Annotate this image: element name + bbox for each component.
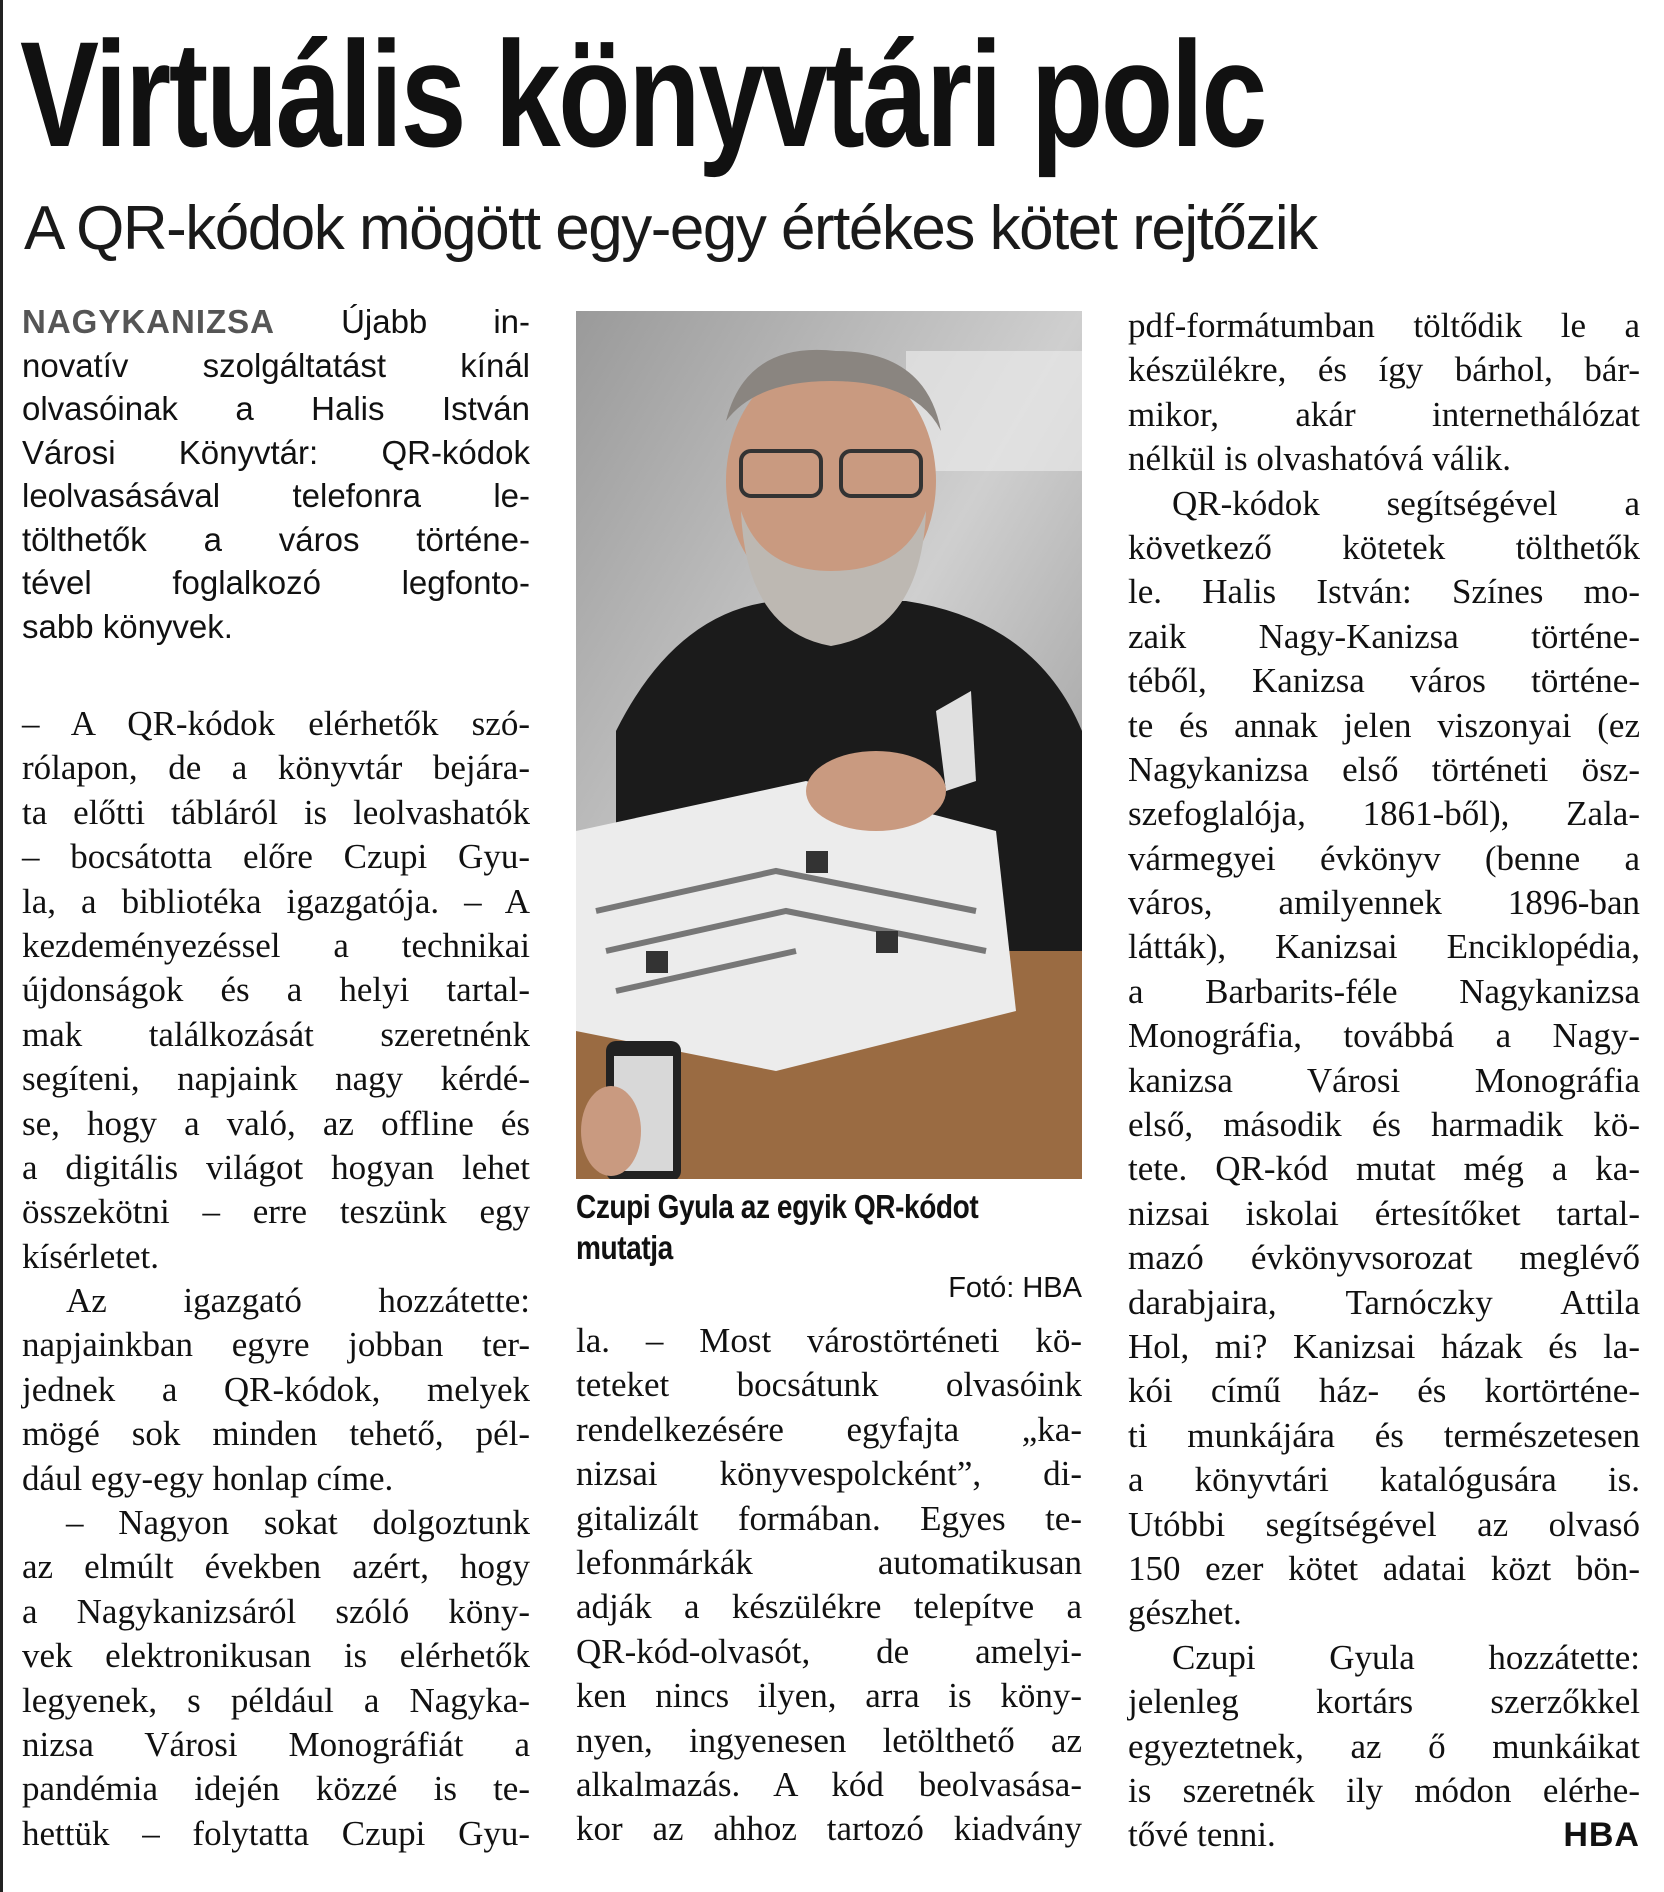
text-line-content: napjainkban egyre jobban ter- xyxy=(22,1325,530,1365)
text-line-content: újdonságok és a helyi tartal- xyxy=(22,970,530,1010)
text-line-content: ti munkájára és természetesen xyxy=(1128,1415,1640,1455)
text-line xyxy=(22,968,530,1012)
text-line xyxy=(1128,1414,1640,1458)
text-line xyxy=(1128,393,1640,437)
text-line xyxy=(1128,1636,1640,1680)
text-line xyxy=(1128,1725,1640,1769)
text-line-content: jednek a QR-kódok, melyek xyxy=(22,1369,530,1409)
text-line-content: darabjaira, Tarnóczky Attila xyxy=(1128,1282,1640,1322)
text-line-content: te és annak jelen viszonyai (ez xyxy=(1128,705,1640,745)
text-line xyxy=(1128,526,1640,570)
text-line xyxy=(576,1674,1082,1718)
text-line-content: 150 ezer kötet adatai közt bön- xyxy=(1128,1548,1640,1588)
text-line-content: az elmúlt években azért, hogy xyxy=(22,1547,530,1587)
text-line-content: Utóbbi segítségével az olvasó xyxy=(1128,1504,1640,1544)
text-line xyxy=(576,1408,1082,1452)
photo-caption: Czupi Gyula az egyik QR-kódot mutatja xyxy=(576,1188,979,1266)
text-line-content: mögé sok minden tehető, pél- xyxy=(22,1414,530,1454)
text-line xyxy=(1128,1281,1640,1325)
text-line-content: ta előtti tábláról is leolvashatók xyxy=(22,792,530,832)
text-line xyxy=(22,1146,530,1190)
text-line xyxy=(1128,1591,1640,1635)
text-line xyxy=(22,1812,530,1856)
text-line xyxy=(1128,748,1640,792)
text-line-content: rendelkezésére egyfajta „ka- xyxy=(576,1409,1082,1449)
text-line xyxy=(1128,570,1640,614)
text-line-content: nizsai könyvespolcként”, di- xyxy=(576,1454,1082,1494)
text-line-content: mikor, akár internethálózat xyxy=(1128,394,1640,434)
text-line-content: teteket bocsátunk olvasóink xyxy=(576,1365,1082,1405)
text-line-content: QR-kódok segítségével a xyxy=(1172,483,1640,523)
text-line-content: la, a bibliotéka igazgatója. – A xyxy=(22,881,530,921)
text-line-content: ken nincs ilyen, arra is köny- xyxy=(576,1676,1082,1716)
text-line-content: – bocsátotta előre Czupi Gyu- xyxy=(22,837,530,877)
text-line-content: kói című ház- és kortörténe- xyxy=(1128,1371,1640,1411)
text-line xyxy=(22,791,530,835)
text-line-content: a könyvtári katalógusára is. xyxy=(1128,1460,1640,1500)
text-line xyxy=(22,1057,530,1101)
text-line-content: első, második és harmadik kö- xyxy=(1128,1105,1640,1145)
text-line xyxy=(1128,837,1640,881)
text-line xyxy=(1128,1236,1640,1280)
text-line-content: összekötni – erre teszünk egy xyxy=(22,1192,530,1232)
lead-line: tével foglalkozó legfonto- xyxy=(22,564,530,601)
text-line xyxy=(1128,970,1640,1014)
text-line-content: zaik Nagy-Kanizsa történe- xyxy=(1128,616,1640,656)
text-line xyxy=(1128,1547,1640,1591)
photo-man-holding-qr-leaflet xyxy=(576,311,1082,1179)
text-line xyxy=(1128,1769,1640,1813)
text-line xyxy=(22,1723,530,1767)
text-line xyxy=(1128,1147,1640,1191)
text-line xyxy=(22,835,530,879)
text-line-content: nélkül is olvashatóvá válik. xyxy=(1128,439,1511,479)
lead-line: novatív szolgáltatást kínál xyxy=(22,346,530,384)
text-line xyxy=(1128,1059,1640,1103)
text-line-content: – A QR-kódok elérhetők szó- xyxy=(22,704,530,743)
text-line-content: segíteni, napjaink nagy kérdé- xyxy=(22,1059,530,1099)
text-line xyxy=(576,1763,1082,1807)
text-line-content: alkalmazás. A kód beolvasása- xyxy=(576,1764,1082,1804)
text-line xyxy=(22,1323,530,1367)
subheadline: A QR-kódok mögött egy-egy értékes kötet rejtőzik xyxy=(24,194,1317,263)
text-line-content: Monográfia, továbbá a Nagy- xyxy=(1128,1016,1640,1056)
text-line xyxy=(1128,615,1640,659)
page-edge-rule xyxy=(0,0,3,1892)
text-line-content: a Barbarits-féle Nagykanizsa xyxy=(1128,971,1640,1011)
photo-caption-block xyxy=(576,1186,1082,1310)
text-line xyxy=(576,1452,1082,1496)
text-line-content: város, amilyennek 1896-ban xyxy=(1128,883,1640,923)
text-line xyxy=(1128,1325,1640,1369)
text-line xyxy=(22,1412,530,1456)
text-line-content: dául egy-egy honlap címe. xyxy=(22,1458,394,1498)
text-line-content: la. – Most várostörténeti kö- xyxy=(576,1321,1082,1360)
article-photo xyxy=(576,311,1082,1179)
text-line xyxy=(1128,1680,1640,1724)
text-line-content: rólapon, de a könyvtár bejára- xyxy=(22,748,530,788)
text-line xyxy=(576,1363,1082,1407)
text-line-content: vármegyei évkönyv (benne a xyxy=(1128,838,1640,878)
lead-paragraph xyxy=(22,300,530,648)
article-column-middle xyxy=(576,1319,1082,1852)
text-line xyxy=(1128,1103,1640,1147)
text-line xyxy=(576,1807,1082,1851)
text-line-content: adják a készülékre telepítve a xyxy=(576,1587,1082,1627)
lead-line: olvasóinak a Halis István xyxy=(22,390,530,427)
lead-line: Városi Könyvtár: QR-kódok xyxy=(22,433,530,471)
text-line-content: is szeretnék ily módon elérhe- xyxy=(1128,1770,1640,1810)
text-line xyxy=(22,880,530,924)
text-line-content: le. Halis István: Színes mo- xyxy=(1128,572,1640,612)
text-line xyxy=(22,1501,530,1545)
text-line-content: szefoglalója, 1861-ből), Zala- xyxy=(1128,794,1640,834)
lead-line: sabb könyvek. xyxy=(22,607,233,645)
text-line xyxy=(1128,1503,1640,1547)
text-line xyxy=(576,1630,1082,1674)
lead-line: leolvasásával telefonra le- xyxy=(22,477,530,514)
text-line xyxy=(576,1497,1082,1541)
text-line-content: tővé tenni. xyxy=(1128,1815,1276,1855)
text-line-content: jelenleg kortárs szerzőkkel xyxy=(1128,1682,1640,1722)
text-line-content: nizsa Városi Monográfiát a xyxy=(22,1724,530,1764)
text-line-content: mak találkozását szeretnénk xyxy=(22,1014,530,1054)
text-line xyxy=(576,1585,1082,1629)
text-line xyxy=(22,1368,530,1412)
text-line-content: tete. QR-kód mutat még a ka- xyxy=(1128,1149,1640,1189)
text-line xyxy=(1128,1014,1640,1058)
text-line xyxy=(1128,348,1640,392)
text-line-content: hettük – folytatta Czupi Gyu- xyxy=(22,1813,530,1853)
text-line-content: QR-kód-olvasót, de amelyi- xyxy=(576,1631,1082,1671)
text-line-content: gitalizált formában. Egyes te- xyxy=(576,1498,1082,1538)
text-line xyxy=(22,1767,530,1811)
text-line-content: következő kötetek tölthetők xyxy=(1128,527,1640,567)
text-line xyxy=(22,1634,530,1678)
text-line xyxy=(1128,437,1640,481)
text-line-content: Czupi Gyula hozzátette: xyxy=(1172,1637,1640,1677)
text-line-content: készülékre, és így bárhol, bár- xyxy=(1128,350,1640,390)
text-line-content: gészhet. xyxy=(1128,1593,1242,1633)
article-column-right xyxy=(1128,304,1640,1858)
text-line xyxy=(1128,482,1640,526)
text-line xyxy=(1128,792,1640,836)
text-line xyxy=(1128,1813,1640,1857)
text-line-content: nyen, ingyenesen letölthető az xyxy=(576,1720,1082,1760)
lead-line xyxy=(22,300,530,344)
text-line-content: pandémia idején közzé is te- xyxy=(22,1769,530,1809)
text-line xyxy=(22,1190,530,1234)
lead-line-text: Újabb in- xyxy=(341,303,530,340)
text-line-content: lefonmárkák automatikusan xyxy=(576,1542,1082,1582)
text-line xyxy=(1128,1458,1640,1502)
text-line-content: nizsai iskolai értesítőket tartal- xyxy=(1128,1193,1640,1233)
text-line xyxy=(22,1102,530,1146)
text-line-content: kísérletet. xyxy=(22,1236,160,1276)
text-line-content: Nagykanizsa első történeti ösz- xyxy=(1128,749,1640,789)
text-line xyxy=(1128,659,1640,703)
text-line-content: se, hogy a való, az offline és xyxy=(22,1103,530,1143)
text-line-content: kor az ahhoz tartozó kiadvány xyxy=(576,1809,1082,1849)
text-line-content: mazó évkönyvsorozat meglévő xyxy=(1128,1238,1640,1278)
dateline-location: NAGYKANIZSA xyxy=(22,303,276,340)
text-line xyxy=(22,924,530,968)
text-line-content: kanizsa Városi Monográfia xyxy=(1128,1060,1640,1100)
text-line-content: Az igazgató hozzátette: xyxy=(66,1281,530,1321)
photo-credit: Fotó: HBA xyxy=(948,1272,1082,1304)
text-line xyxy=(1128,704,1640,748)
author-signature: HBA xyxy=(1563,1816,1640,1855)
text-line xyxy=(1128,304,1640,348)
text-line xyxy=(22,1013,530,1057)
text-line xyxy=(22,1679,530,1723)
text-line-content: látták), Kanizsai Enciklopédia, xyxy=(1128,927,1640,967)
lead-line: tölthetők a város történe- xyxy=(22,520,530,558)
text-line xyxy=(22,1235,530,1279)
text-line-content: pdf-formátumban töltődik le a xyxy=(1128,306,1640,345)
text-line-content: a digitális világot hogyan lehet xyxy=(22,1147,530,1187)
text-line xyxy=(576,1319,1082,1363)
text-line xyxy=(576,1541,1082,1585)
text-line xyxy=(22,1545,530,1589)
headline: Virtuális könyvtári polc xyxy=(20,10,1265,178)
text-line xyxy=(1128,881,1640,925)
text-line-content: – Nagyon sokat dolgoztunk xyxy=(66,1503,530,1543)
text-line xyxy=(22,1457,530,1501)
text-line xyxy=(22,1590,530,1634)
text-line-content: Hol, mi? Kanizsai házak és la- xyxy=(1128,1326,1640,1366)
text-line-content: a Nagykanizsáról szóló köny- xyxy=(22,1591,530,1631)
article-column-left xyxy=(22,702,530,1856)
text-line xyxy=(1128,1192,1640,1236)
text-line-content: téből, Kanizsa város történe- xyxy=(1128,661,1640,701)
text-line xyxy=(1128,925,1640,969)
text-line-content: kezdeményezéssel a technikai xyxy=(22,925,530,965)
text-line xyxy=(576,1719,1082,1763)
text-line xyxy=(22,1279,530,1323)
text-line xyxy=(1128,1369,1640,1413)
text-line xyxy=(22,746,530,790)
text-line-content: legyenek, s például a Nagyka- xyxy=(22,1680,530,1720)
text-line xyxy=(22,702,530,746)
text-line-content: vek elektronikusan is elérhetők xyxy=(22,1636,530,1676)
text-line-content: egyeztetnek, az ő munkáikat xyxy=(1128,1726,1640,1766)
